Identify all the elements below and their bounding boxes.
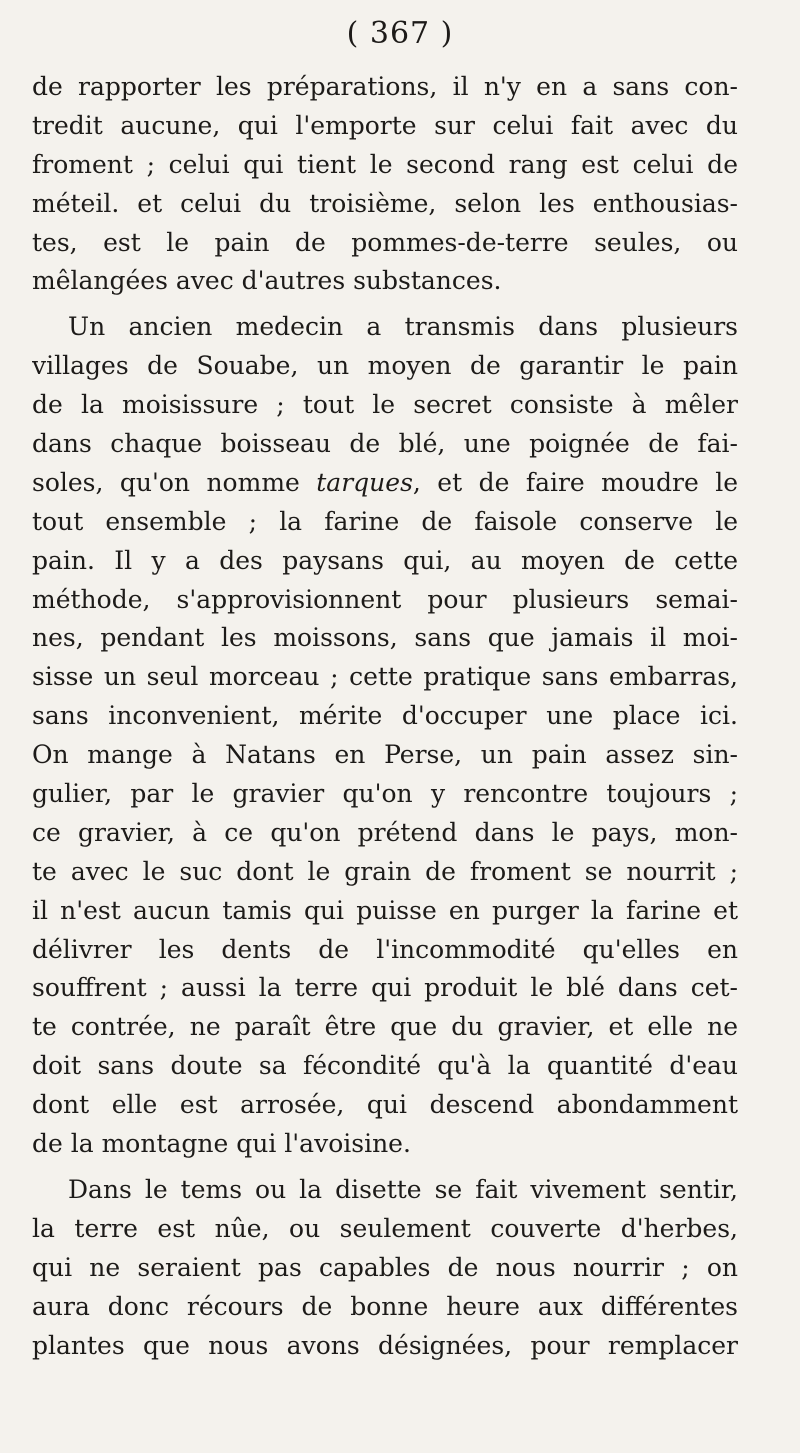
text-line: ce gravier, à ce qu'on prétend dans le pays, mon-: [32, 817, 738, 847]
text-line: tes, est le pain de pommes-de-terre seules, ou: [32, 227, 738, 257]
text-line: nes, pendant les moissons, sans que jamais il moi-: [32, 623, 738, 653]
text-line: pain. Il y a des paysans qui, au moyen de cette: [32, 545, 738, 575]
text-line: délivrer les dents de l'incommodité qu'elles en: [32, 934, 738, 964]
text-line: Un ancien medecin a transmis dans plusieurs: [68, 312, 738, 342]
text-line: il n'est aucun tamis qui puisse en purger la farine et: [32, 895, 738, 925]
text-line: dont elle est arrosée, qui descend abondamment: [32, 1090, 738, 1120]
text-line: méteil. et celui du troisième, selon les enthousias-: [32, 188, 738, 218]
text-line: villages de Souabe, un moyen de garantir le pain: [32, 351, 738, 381]
text-line: souffrent ; aussi la terre qui produit le blé dans cet-: [32, 973, 738, 1003]
italic-term: tarques: [316, 467, 413, 497]
body-text: [32, 68, 738, 1365]
text-run: soles, qu'on nomme: [32, 467, 317, 497]
paragraph: [32, 68, 738, 301]
text-line: mêlangées avec d'autres substances.: [32, 266, 502, 296]
text-line: qui ne seraient pas capables de nous nourrir ; on: [32, 1252, 738, 1282]
text-line: tredit aucune, qui l'emporte sur celui fait avec du: [32, 110, 738, 140]
text-line: de rapporter les préparations, il n'y en a sans con-: [32, 72, 738, 101]
text-line: plantes que nous avons désignées, pour remplacer: [32, 1330, 738, 1360]
text-line: méthode, s'approvisionnent pour plusieurs semai-: [32, 584, 738, 614]
text-line: de la montagne qui l'avoisine.: [32, 1129, 411, 1159]
page-number: ( 367 ): [346, 16, 454, 51]
paragraph-gap: [32, 1164, 738, 1171]
text-line: sans inconvenient, mérite d'occuper une place ici.: [32, 701, 738, 731]
text-line: Dans le tems ou la disette se fait vivement sentir,: [68, 1174, 738, 1204]
text-line: la terre est nûe, ou seulement couverte d'herbes,: [32, 1213, 738, 1243]
text-line: te contrée, ne paraît être que du gravier, et elle ne: [32, 1012, 738, 1042]
text-line: [32, 464, 738, 503]
text-line: gulier, par le gravier qu'on y rencontre toujours ;: [32, 779, 738, 809]
text-line: te avec le suc dont le grain de froment se nourrit ;: [32, 856, 738, 886]
paragraph: [32, 308, 738, 1164]
paragraph-gap: [32, 301, 738, 308]
text-line: doit sans doute sa fécondité qu'à la quantité d'eau: [32, 1051, 738, 1081]
text-line: tout ensemble ; la farine de faisole conserve le: [32, 506, 738, 536]
text-run: , et de faire moudre le: [412, 467, 738, 497]
text-line: de la moisissure ; tout le secret consiste à mêler: [32, 390, 738, 420]
text-line: froment ; celui qui tient le second rang est celui de: [32, 149, 738, 179]
text-line: sisse un seul morceau ; cette pratique sans embarras,: [32, 662, 738, 692]
text-line: dans chaque boisseau de blé, une poignée de fai-: [32, 429, 738, 459]
text-line: On mange à Natans en Perse, un pain assez sin-: [32, 740, 738, 770]
paragraph: [32, 1171, 738, 1365]
text-line: aura donc récours de bonne heure aux différentes: [32, 1291, 738, 1321]
